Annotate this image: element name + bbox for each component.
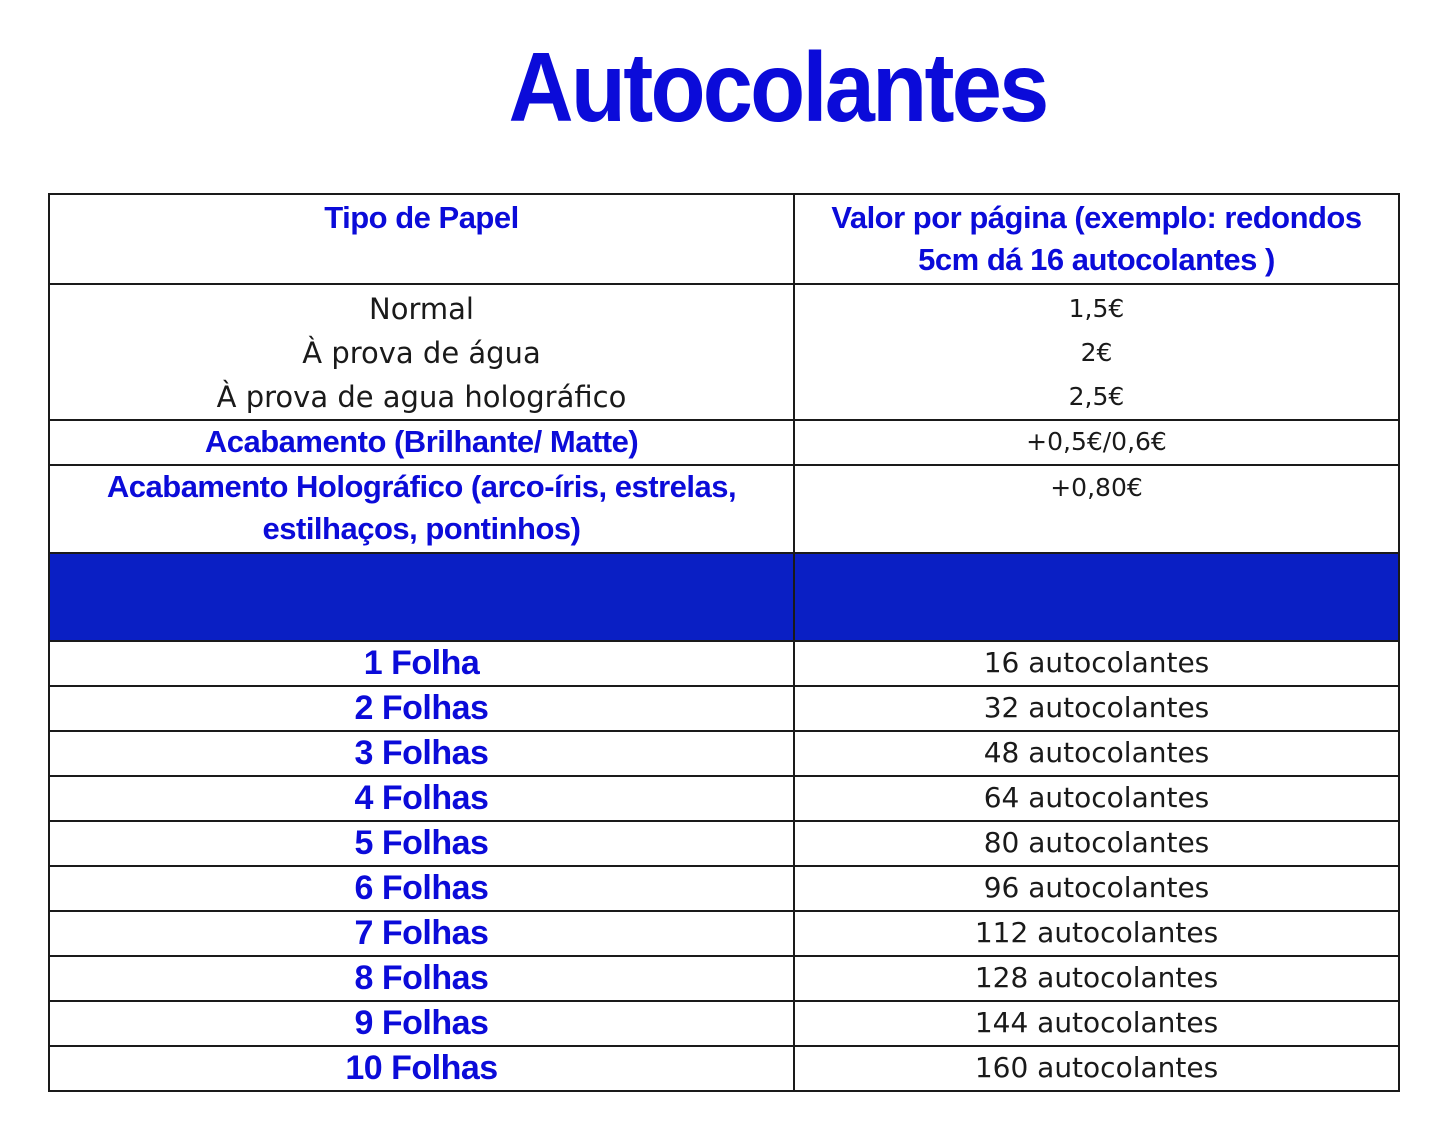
header-price-per-page [794, 194, 1399, 284]
stickers-count: 96 autocolantes [983, 871, 1210, 904]
stickers-cell [794, 731, 1399, 776]
paper-type-name: Normal [369, 292, 474, 326]
table-row [49, 641, 1399, 686]
sheets-cell [49, 956, 794, 1001]
sheets-count: 3 Folhas [354, 734, 489, 772]
table-row [49, 821, 1399, 866]
sheets-count: 9 Folhas [354, 1004, 489, 1042]
finish-label: Acabamento (Brilhante/ Matte) [204, 424, 639, 459]
sheets-count: 5 Folhas [354, 824, 489, 862]
holo-finish-row [49, 465, 1399, 553]
paper-types-row [49, 284, 1399, 420]
sheets-count: 6 Folhas [354, 869, 489, 907]
paper-types-cell [49, 284, 794, 420]
sheets-count: 8 Folhas [354, 959, 489, 997]
paper-prices-cell [794, 284, 1399, 420]
holo-finish-price-cell [794, 465, 1399, 553]
stickers-cell [794, 821, 1399, 866]
stickers-count: 32 autocolantes [983, 691, 1210, 724]
table-row [49, 1046, 1399, 1091]
paper-type-price: 2,5€ [1068, 382, 1125, 411]
holo-finish-label-line-2: estilhaços, pontinhos) [262, 511, 581, 546]
finish-price: +0,5€/0,6€ [1026, 427, 1167, 456]
sheets-cell [49, 866, 794, 911]
stickers-count: 64 autocolantes [983, 781, 1210, 814]
stickers-count: 48 autocolantes [983, 736, 1210, 769]
sheets-count: 10 Folhas [345, 1049, 498, 1087]
sheets-cell [49, 731, 794, 776]
paper-type-name: À prova de agua holográfico [216, 380, 627, 414]
stickers-cell [794, 1046, 1399, 1091]
stickers-count: 112 autocolantes [974, 916, 1219, 949]
stickers-cell [794, 1001, 1399, 1046]
sheets-cell [49, 1001, 794, 1046]
holo-finish-label-line-1: Acabamento Holográfico (arco-íris, estrelas, [106, 469, 737, 504]
header-paper-type-label: Tipo de Papel [324, 200, 519, 235]
paper-type-name: À prova de água [302, 336, 541, 370]
paper-type-price: 2€ [1080, 338, 1113, 367]
stickers-count: 80 autocolantes [983, 826, 1210, 859]
sheets-cell [49, 776, 794, 821]
table-row [49, 776, 1399, 821]
stickers-cell [794, 956, 1399, 1001]
sheets-count: 1 Folha [363, 644, 480, 682]
table-row [49, 1001, 1399, 1046]
divider-band-right [794, 553, 1399, 641]
header-paper-type [49, 194, 794, 284]
sheets-cell [49, 641, 794, 686]
table-row [49, 911, 1399, 956]
table-row [49, 956, 1399, 1001]
stickers-cell [794, 686, 1399, 731]
price-table [48, 193, 1400, 1092]
holo-finish-price: +0,80€ [1050, 473, 1143, 502]
table-row [49, 866, 1399, 911]
sheets-count: 4 Folhas [354, 779, 489, 817]
stickers-count: 16 autocolantes [983, 646, 1210, 679]
finish-row [49, 420, 1399, 465]
paper-type-price: 1,5€ [1068, 294, 1125, 323]
stickers-count: 128 autocolantes [974, 961, 1219, 994]
stickers-cell [794, 776, 1399, 821]
sheets-cell [49, 1046, 794, 1091]
stickers-cell [794, 866, 1399, 911]
stickers-cell [794, 641, 1399, 686]
table-row [49, 731, 1399, 776]
stickers-count: 160 autocolantes [974, 1051, 1219, 1084]
holo-finish-label-cell [49, 465, 794, 553]
finish-price-cell [794, 420, 1399, 465]
sheets-cell [49, 911, 794, 956]
stickers-count: 144 autocolantes [974, 1006, 1219, 1039]
sheets-cell [49, 821, 794, 866]
table-row [49, 686, 1399, 731]
sheets-cell [49, 686, 794, 731]
header-price-line-1: Valor por página (exemplo: redondos [831, 200, 1362, 235]
stickers-cell [794, 911, 1399, 956]
section-divider-band [49, 553, 1399, 641]
sheets-count: 2 Folhas [354, 689, 489, 727]
header-price-line-2: 5cm dá 16 autocolantes ) [918, 242, 1275, 277]
page-title: Autocolantes [508, 32, 1047, 142]
sheets-count: 7 Folhas [354, 914, 489, 952]
finish-label-cell [49, 420, 794, 465]
table-header-row [49, 194, 1399, 284]
divider-band-left [49, 553, 794, 641]
